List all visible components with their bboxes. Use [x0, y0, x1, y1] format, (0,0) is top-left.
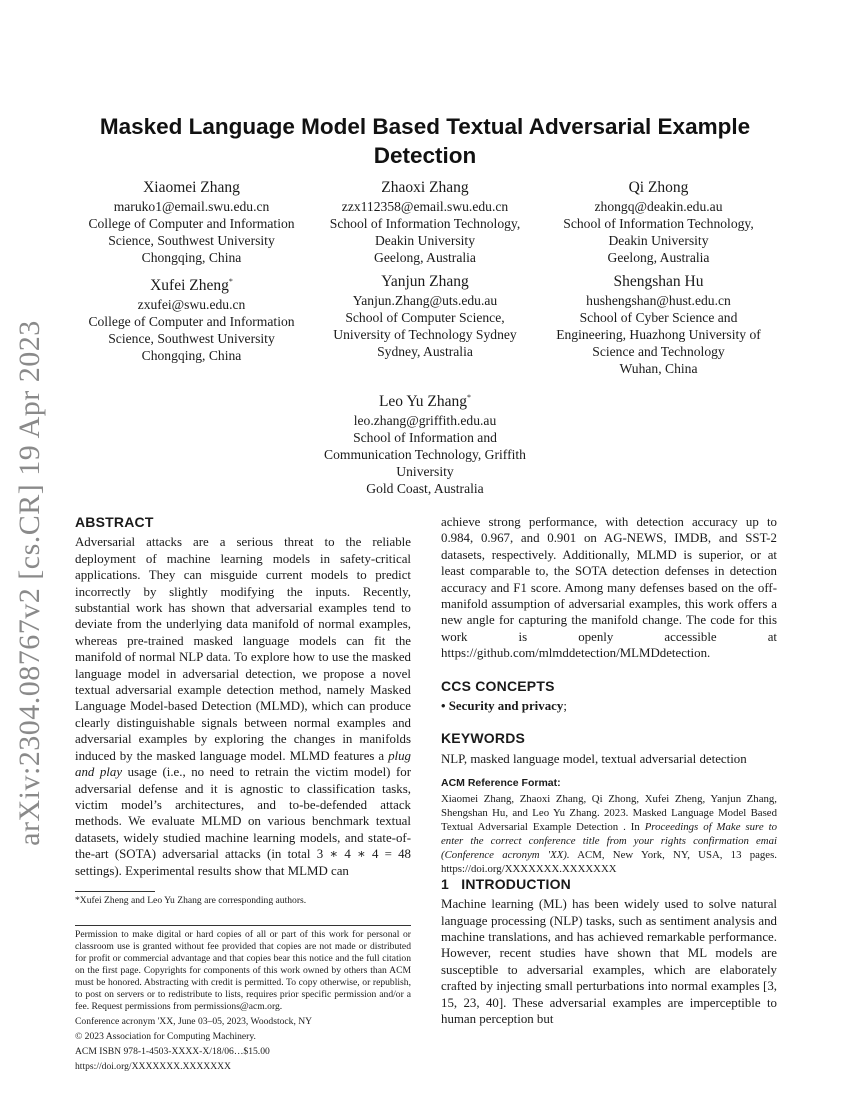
conference-info: Conference acronym 'XX, June 03–05, 2023, Woodstock, NY [75, 1015, 313, 1027]
author-affiliation-line: School of Information Technology, [329, 216, 521, 231]
author-name: Yanjun Zhang [381, 273, 469, 290]
acm-reference-text: Xiaomei Zhang, Zhaoxi Zhang, Qi Zhong, Xufei Zheng, Yanjun Zhang, Shengshan Hu, and Leo Yu Zhang. 2023. Masked Language Model Based Textual Adversarial Example Detection . In Proceedings of Make sure to enter the correct conference title from your rights confirmation emai (Conference acronym 'XX). ACM, New York, NY, USA, 13 pages. https://doi.org/XXXXXXX.XXXXXXX [441, 792, 777, 875]
abstract-continued: achieve strong performance, with detection accuracy up to 0.984, 0.967, and 0.901 on AG-NEWS, IMDB, and SST-2 datasets, respectively. Additionally, MLMD is superior, or at least comparable to, the SOTA detection defenses in detection accuracy and F1 score. Among many defenses based on the off-manifold assumption of adversarial examples, this work offers a new angle for capturing the manifold change. The code for this work is openly accessible at https://github.com/mlmddetection/MLMDdetection. [441, 515, 777, 661]
author-affiliation-line: Wuhan, China [619, 361, 698, 376]
author-affiliation-line: Chongqing, China [141, 348, 242, 364]
author-name: Zhaoxi Zhang [381, 179, 469, 196]
author-affiliation-line: Sydney, Australia [377, 344, 473, 359]
author-email[interactable]: zzx112358@email.swu.edu.cn [341, 199, 509, 214]
author-affiliation-line: Science and Technology [592, 344, 725, 359]
paper-title: Masked Language Model Based Textual Adversarial Example Detection [99, 114, 751, 168]
author-block [75, 272, 308, 377]
author-affiliation-line: Gold Coast, Australia [366, 481, 484, 497]
author-affiliation-line: Geelong, Australia [374, 250, 476, 265]
author-affiliation-line: School of Information Technology, [563, 216, 754, 231]
author-affiliation-line: Deakin University [374, 233, 476, 248]
abstract-heading: ABSTRACT [75, 514, 154, 530]
author-email[interactable]: leo.zhang@griffith.edu.au [353, 413, 497, 429]
author-name: Xiaomei Zhang [143, 179, 240, 196]
author-grid [75, 178, 775, 377]
author-affiliation-line: College of Computer and Information [88, 314, 295, 330]
corresponding-author-mark: * [228, 277, 233, 286]
ccs-heading: CCS CONCEPTS [441, 677, 555, 694]
author-affiliation-line: Communication Technology, Griffith [324, 447, 526, 463]
author-affiliation-line: Science, Southwest University [108, 233, 275, 248]
author-affiliation-line: University [396, 464, 454, 480]
author-affiliation-line: Science, Southwest University [108, 331, 275, 347]
author-block [308, 272, 542, 377]
introduction-heading: 1 INTRODUCTION [441, 875, 571, 892]
author-affiliation-line: School of Cyber Science and [579, 310, 738, 325]
footnote-divider [75, 891, 155, 892]
author-block [75, 178, 308, 266]
left-column [75, 514, 411, 1073]
author-affiliation-line: University of Technology Sydney [333, 327, 517, 342]
author-name: Qi Zhong [628, 179, 689, 196]
author-affiliation-line: Geelong, Australia [607, 250, 710, 265]
copyright-line: © 2023 Association for Computing Machinery. [75, 1030, 256, 1042]
author-affiliation-line: Engineering, Huazhong University of [556, 327, 761, 342]
permission-divider [75, 925, 411, 926]
keywords-heading: KEYWORDS [441, 730, 526, 747]
corresponding-author-mark: * [467, 393, 472, 402]
acm-reference-label: ACM Reference Format: [441, 777, 561, 790]
author-name: Xufei Zheng* [150, 277, 233, 295]
footnote: *Xufei Zheng and Leo Yu Zhang are corresponding authors. [75, 894, 307, 906]
author-name: Leo Yu Zhang* [378, 393, 472, 411]
right-column [441, 514, 777, 1027]
author-block [542, 178, 775, 266]
isbn-line: ACM ISBN 978-1-4503-XXXX-X/18/06…$15.00 [75, 1045, 270, 1057]
keywords-text: NLP, masked language model, textual adversarial detection [441, 751, 747, 766]
author-affiliation-line: College of Computer and Information [88, 216, 295, 231]
author-email[interactable]: zxufei@swu.edu.cn [137, 297, 246, 313]
introduction-text: Machine learning (ML) has been widely used to solve natural language processing (NLP) tasks, such as sentiment analysis and machine translations, and has achieved remarkable performance. However, recent studies have shown that ML models are susceptible to adversarial examples, which are elaborately crafted by injecting small perturbations into normal examples [3, 15, 23, 40]. These adversarial examples are imperceptible to human perception but [441, 897, 777, 1026]
author-affiliation-line: Deakin University [608, 233, 709, 248]
author-email[interactable]: Yanjun.Zhang@uts.edu.au [352, 293, 498, 308]
author-block [542, 272, 775, 377]
author-affiliation-line: Chongqing, China [141, 250, 242, 265]
author-email[interactable]: zhongq@deakin.edu.au [594, 199, 723, 214]
author-email[interactable]: maruko1@email.swu.edu.cn [113, 199, 270, 214]
author-affiliation-line: School of Information and [353, 430, 497, 446]
doi-link[interactable]: https://doi.org/XXXXXXX.XXXXXXX [75, 1060, 231, 1072]
abstract-text: Adversarial attacks are a serious threat to the reliable deployment of machine learning models in safety-critical applications. They can misguide current models to predict incorrectly by slightly modifying the inputs. Recently, substantial work has shown that adversarial examples tend to deviate from the underlying data manifold of normal examples, whereas pre-trained masked language models can fit the manifold of normal NLP data. To explore how to use the masked language model in adversarial detection, we propose a novel textual adversarial example detection method, namely Masked Language Model-based Detection (MLMD), which can produce clearly distinguishable signals between normal examples and adversarial examples by exploring the changes in manifolds induced by the masked language model. MLMD features a plug and play usage (i.e., no need to retrain the victim model) for adversarial defense and it is agnostic to classification tasks, victim model’s architectures, and to-be-defended attack methods. We evaluate MLMD on various benchmark textual datasets, widely studied machine learning models, and state-of-the-art (SOTA) adversarial attacks (in total 3 ∗ 4 ∗ 4 = 48 settings). Experimental results show that MLMD can [75, 535, 411, 878]
author-affiliation-line: School of Computer Science, [345, 310, 505, 325]
ccs-concept-item: • Security and privacy; [441, 699, 567, 714]
author-block [308, 178, 542, 266]
author-name: Shengshan Hu [613, 273, 704, 290]
author-email[interactable]: hushengshan@hust.edu.cn [586, 293, 731, 308]
arxiv-stamp: arXiv:2304.08767v2 [cs.CR] 19 Apr 2023 [13, 320, 46, 846]
author-block [308, 388, 542, 497]
permission-notice: Permission to make digital or hard copies of all or part of this work for personal or classroom use is granted without fee provided that copies are not made or distributed for profit or commercial advantage and that copies bear this notice and the full citation on the first page. Copyrights for components of this work owned by others than ACM must be honored. Abstracting with credit is permitted. To copy otherwise, or republish, to post on servers or to redistribute to lists, requires prior specific permission and/or a fee. Request permissions from permissions@acm.org. [75, 928, 411, 1012]
